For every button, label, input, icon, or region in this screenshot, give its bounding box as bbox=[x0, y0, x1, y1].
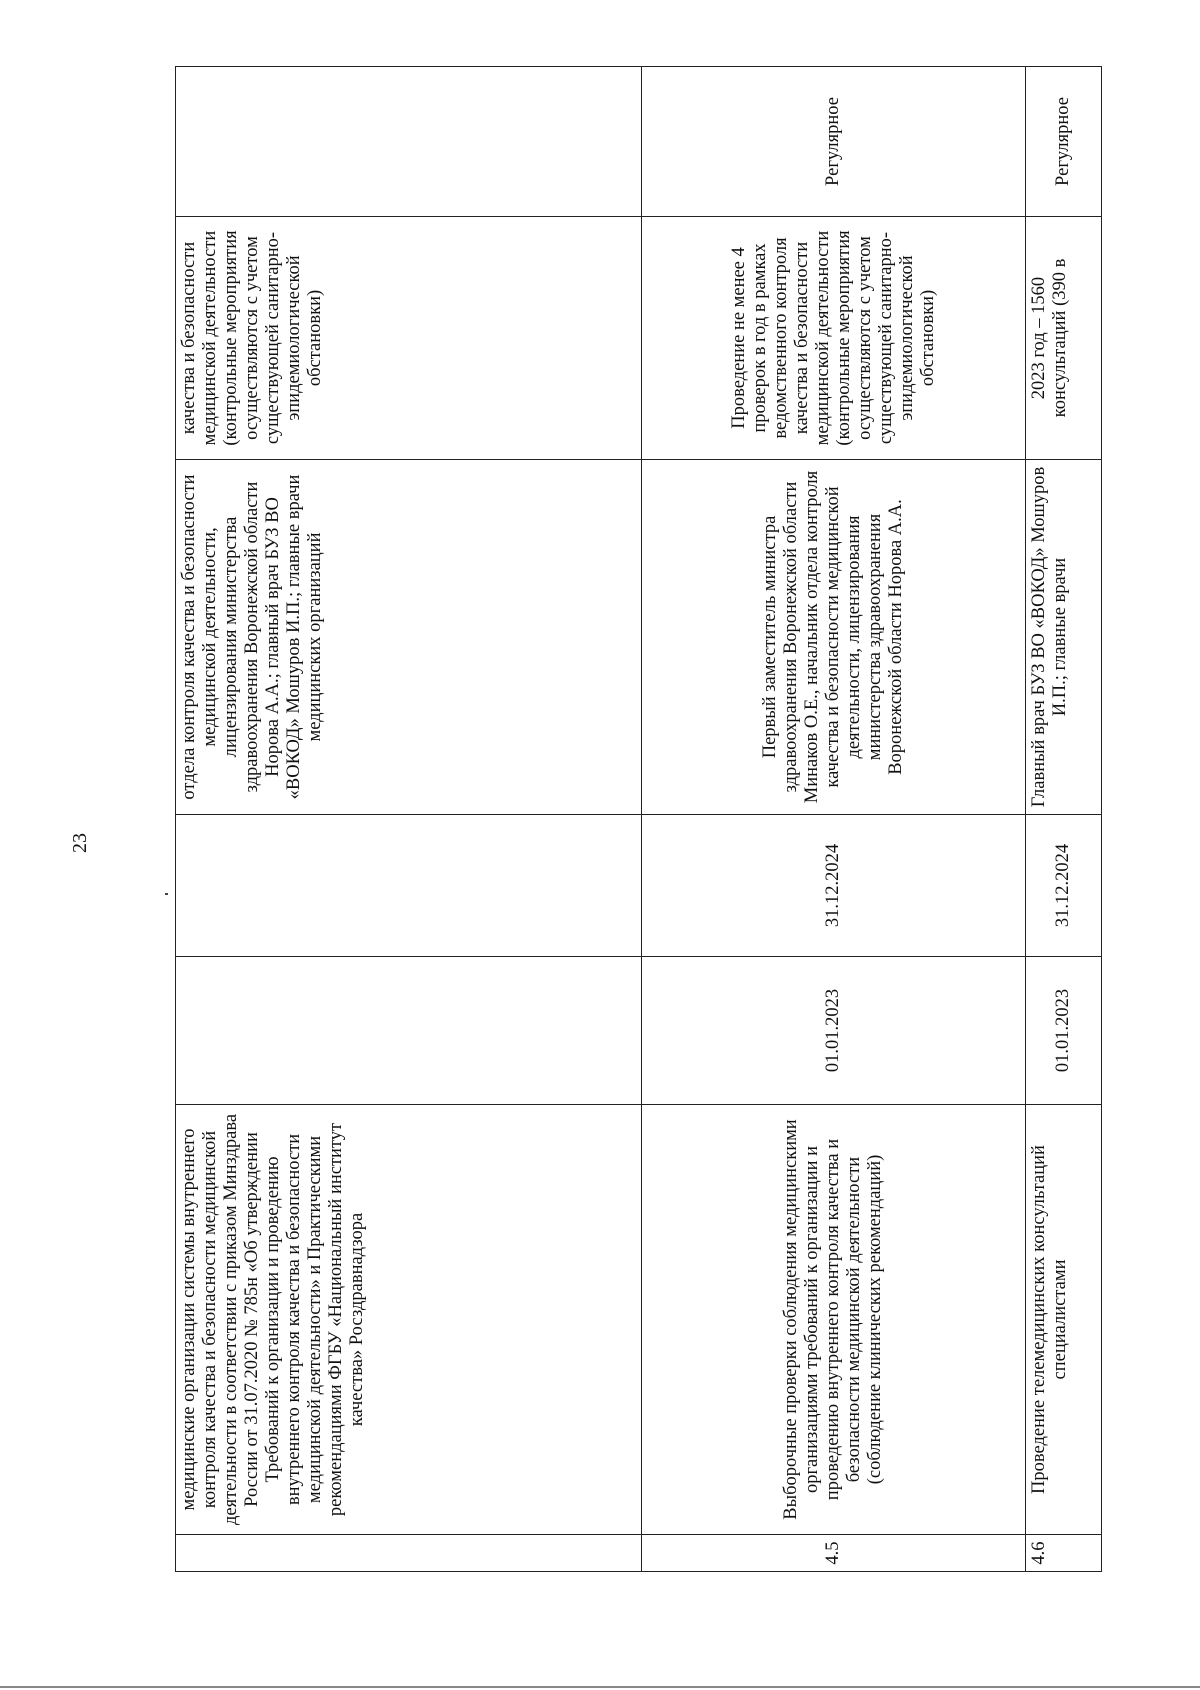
start-date-cell: 01.01.2023 bbox=[1026, 957, 1102, 1105]
responsible-cell: Первый заместитель министра здравоохранения Воронежской области Минаков О.Е., начальник отдела контроля качества и безопасности медицинской деятельности, лицензирования министерства здравоохранения Воронежской области Норова А.А. bbox=[642, 460, 1026, 815]
table-row-continuation bbox=[176, 67, 642, 1572]
start-date-cell: 01.01.2023 bbox=[642, 957, 1026, 1105]
indicator-cell: качества и безопасности медицинской деятельности (контрольные мероприятия осуществляются с учетом существующей санитарно-эпидемиологической обстановки) bbox=[176, 217, 642, 460]
measure-cell: Проведение телемедицинских консультаций специалистами bbox=[1026, 1105, 1102, 1535]
action-plan-table bbox=[175, 66, 1102, 1572]
periodicity-cell: Регулярное bbox=[1026, 67, 1102, 217]
indicator-cell: Проведение не менее 4 проверок в год в рамках ведомственного контроля качества и безопасности медицинской деятельности (контрольные мероприятия осуществляются с учетом существующей санитарно-эпидемиологической обстановки) bbox=[642, 217, 1026, 460]
scan-edge-line bbox=[0, 1686, 1200, 1688]
start-date-cell-empty bbox=[176, 957, 642, 1105]
row-number-cell: 4.6 bbox=[1026, 1535, 1102, 1572]
number-cell-empty bbox=[176, 1535, 642, 1572]
row-number-cell: 4.5 bbox=[642, 1535, 1026, 1572]
responsible-cell: отдела контроля качества и безопасности медицинской деятельности, лицензирования министерства здравоохранения Воронежской области Норова А.А.; главный врач БУЗ ВО «ВОКОД» Мошуров И.П.; главные врачи медицинских организаций bbox=[176, 460, 642, 815]
rotated-table-sheet bbox=[175, 67, 1103, 1572]
end-date-cell: 31.12.2024 bbox=[1026, 815, 1102, 957]
responsible-cell: Главный врач БУЗ ВО «ВОКОД» Мошуров И.П.; главные врачи bbox=[1026, 460, 1102, 815]
measure-cell: медицинские организации системы внутреннего контроля качества и безопасности медицинской деятельности в соответствии с приказом Минздрава России от 31.07.2020 № 785н «Об утверждении Требований к организации и проведению внутреннего контроля качества и безопасности медицинской деятельности» и Практическими рекомендациями ФГБУ «Национальный институт качества» Росздравнадзора bbox=[176, 1105, 642, 1535]
end-date-cell-empty bbox=[176, 815, 642, 957]
table-row-4-5 bbox=[642, 67, 1026, 1572]
indicator-cell: 2023 год – 1560 консультаций (390 в bbox=[1026, 217, 1102, 460]
periodicity-cell: Регулярное bbox=[642, 67, 1026, 217]
table-row-4-6 bbox=[1026, 67, 1102, 1572]
measure-cell: Выборочные проверки соблюдения медицинскими организациями требований к организации и проведению внутреннего контроля качества и безопасности медицинской деятельности (соблюдение клинических рекомендаций) bbox=[642, 1105, 1026, 1535]
periodicity-cell-empty bbox=[176, 67, 642, 217]
end-date-cell: 31.12.2024 bbox=[642, 815, 1026, 957]
page-number: 23 bbox=[69, 833, 91, 853]
scan-speck bbox=[165, 893, 168, 895]
